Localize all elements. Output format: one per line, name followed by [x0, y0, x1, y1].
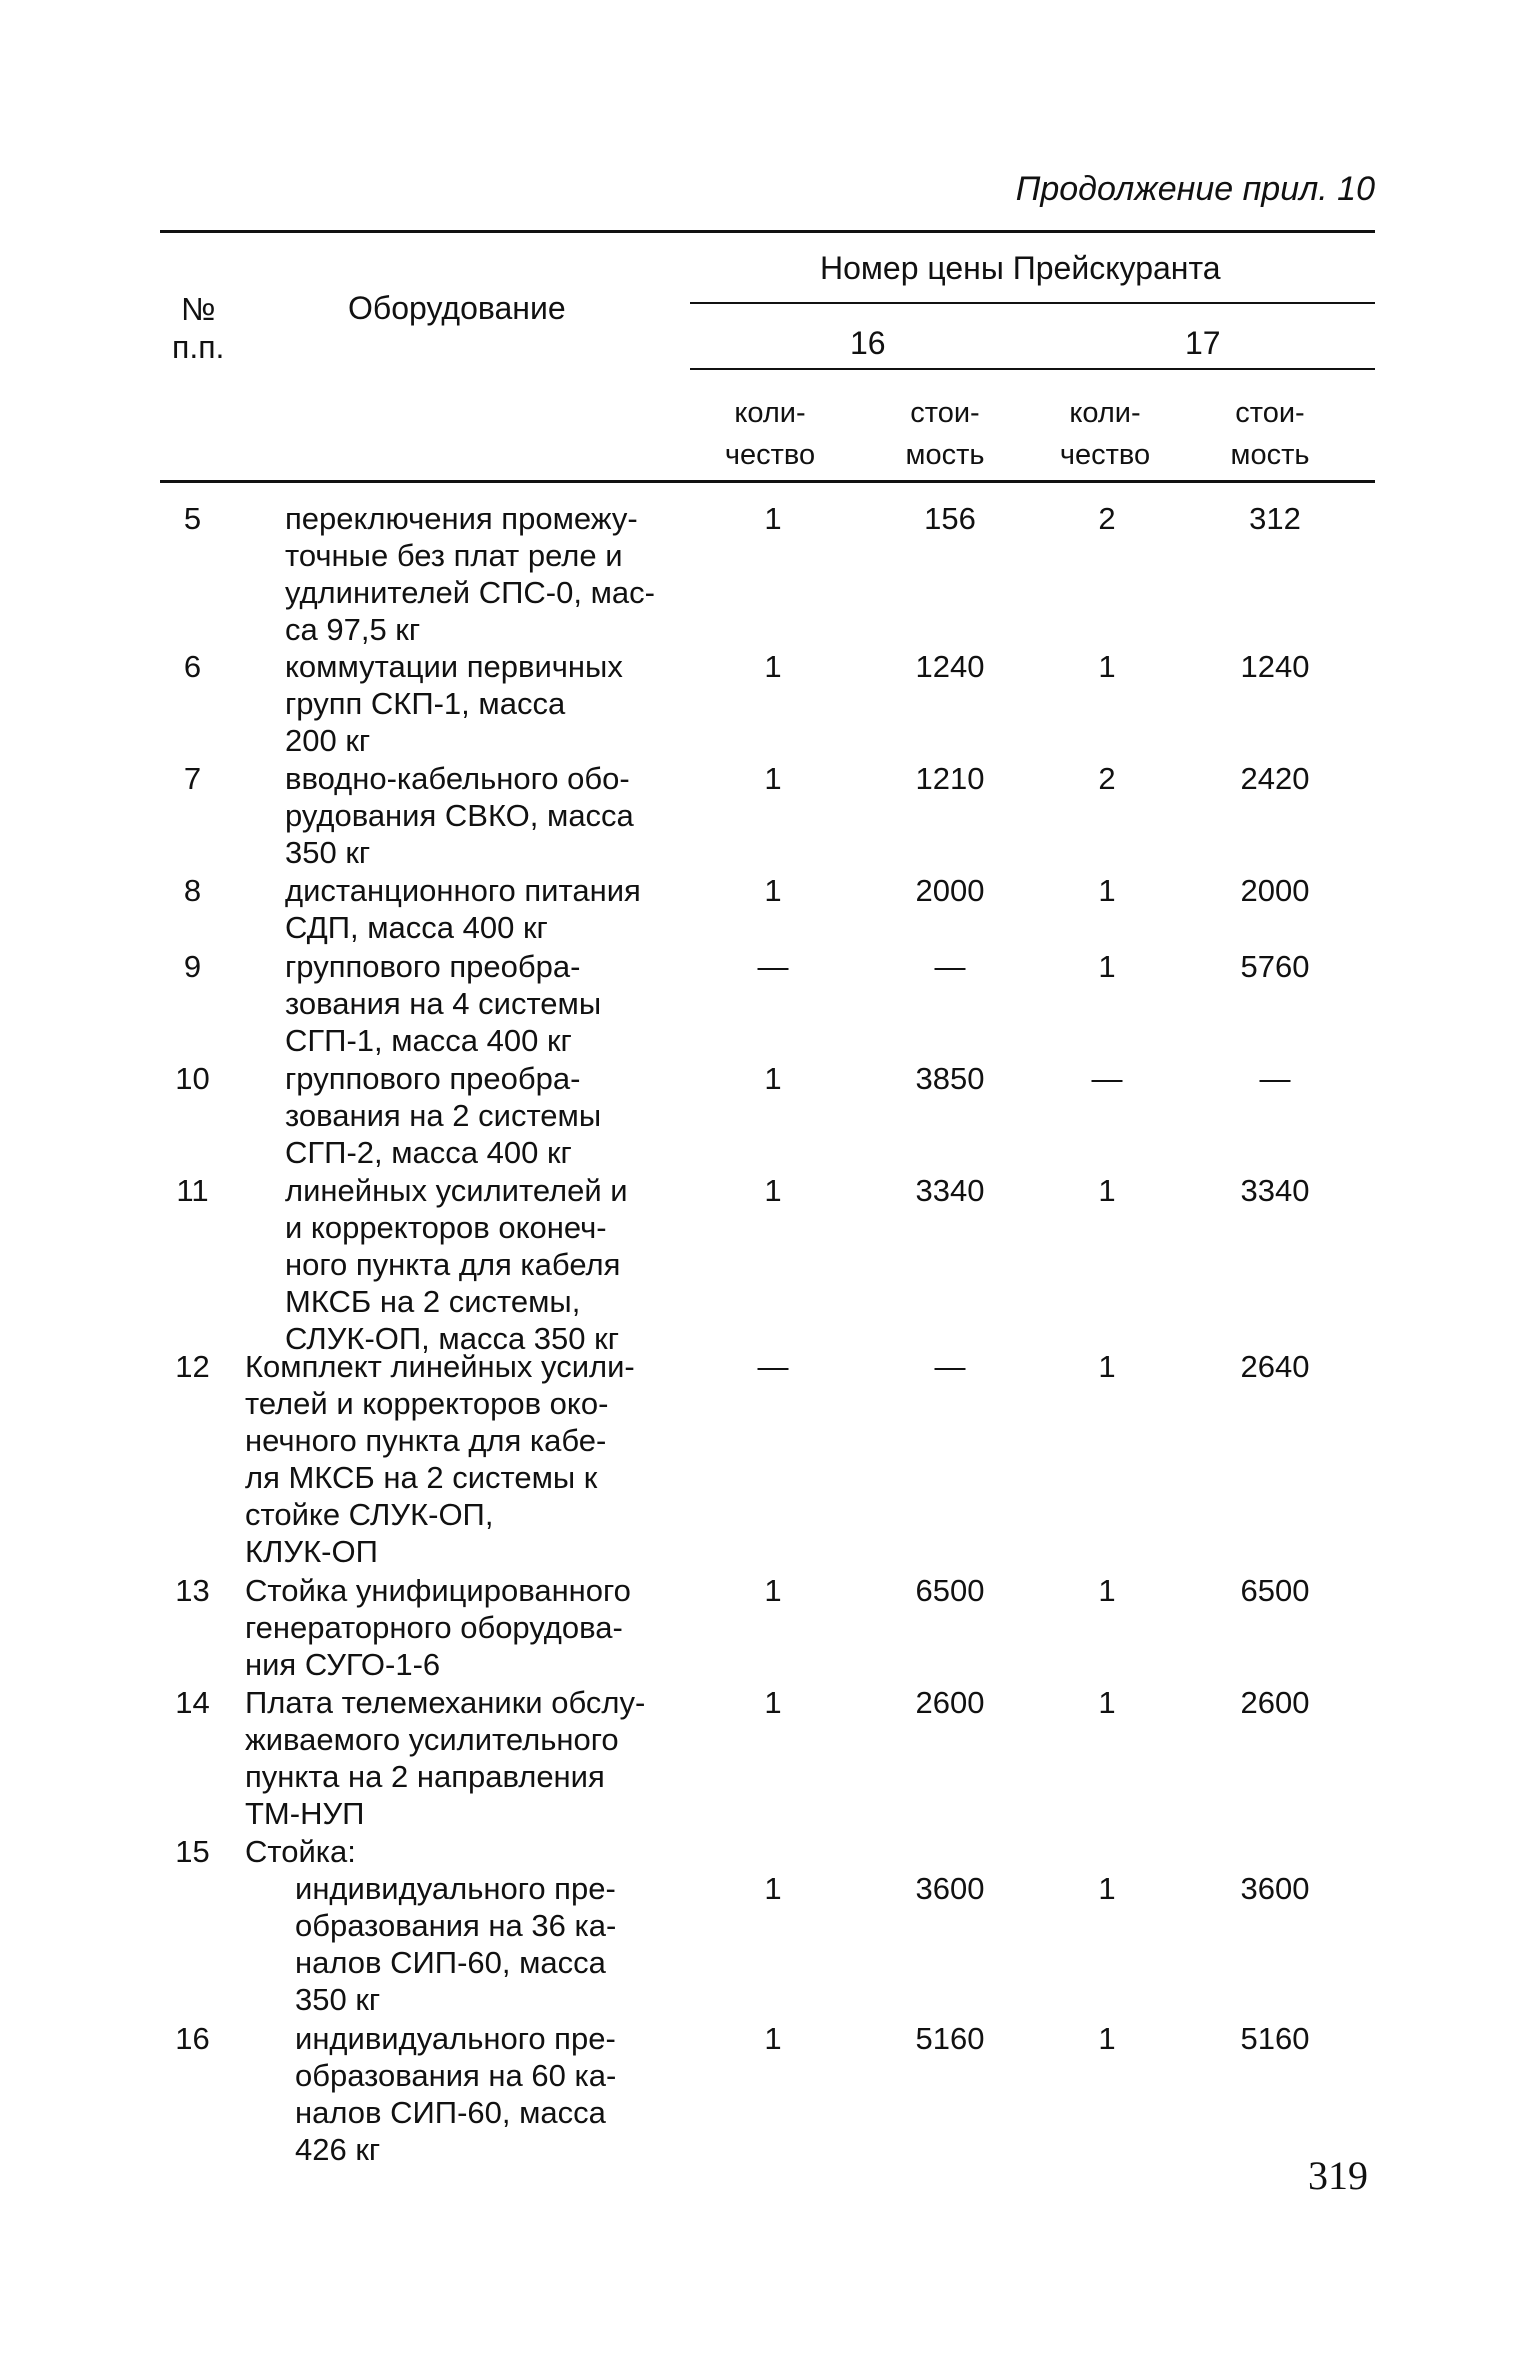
header-qty-17: коли- чество [1059, 397, 1151, 471]
cost-17: 5760 [1240, 949, 1310, 984]
equipment-description: переключения промежу- точные без плат реле и удлинителей СПС-0, мас- са 97,5 кг [285, 501, 655, 647]
quantity-16: 1 [764, 761, 782, 796]
quantity-16: 1 [764, 1871, 782, 1906]
cost-16: 3600 [915, 1871, 985, 1906]
quantity-17: 1 [1098, 873, 1116, 908]
equipment-description: Стойка унифицированного генераторного оборудова- ния СУГО-1-6 [245, 1573, 631, 1682]
page-number: 319 [1308, 2153, 1368, 2198]
row-number: 16 [175, 2021, 210, 2056]
cost-16: 6500 [915, 1573, 985, 1608]
equipment-description: Стойка: [245, 1834, 356, 1869]
header-price-group: Номер цены Прейскуранта [820, 250, 1221, 286]
price-group-rule [690, 302, 1375, 304]
cost-16: 3340 [915, 1173, 985, 1208]
cost-17: 6500 [1240, 1573, 1310, 1608]
cost-17: 312 [1249, 501, 1301, 536]
quantity-17: 1 [1098, 1349, 1116, 1384]
header-equipment-col: Оборудование [348, 290, 566, 326]
equipment-description: линейных усилителей и и корректоров оконеч- ного пункта для кабеля МКСБ на 2 системы, СЛУК-ОП, масса 350 кг [285, 1173, 628, 1356]
quantity-17: 1 [1098, 1871, 1116, 1906]
header-number-col: № п.п. [172, 291, 225, 365]
equipment-description: группового преобра- зования на 2 системы СГП-2, масса 400 кг [285, 1061, 602, 1170]
equipment-description: индивидуального пре- образования на 36 ка- налов СИП-60, масса 350 кг [295, 1871, 617, 2017]
quantity-16: 1 [764, 1173, 782, 1208]
quantity-17: 1 [1098, 949, 1116, 984]
cost-17: 5160 [1240, 2021, 1310, 2056]
cost-17: 2600 [1240, 1685, 1310, 1720]
cost-17: 3600 [1240, 1871, 1310, 1906]
row-number: 7 [183, 761, 202, 796]
continuation-note: Продолжение прил. 10 [1015, 170, 1375, 208]
cost-16: 5160 [915, 2021, 985, 2056]
quantity-17: — [1091, 1061, 1123, 1096]
row-number: 12 [175, 1349, 210, 1384]
equipment-description: Комплект линейных усили- телей и корректоров око- нечного пункта для кабе- ля МКСБ на 2 системы к стойке СЛУК-ОП, КЛУК-ОП [245, 1349, 635, 1569]
header-cost-17: стои- мость [1230, 397, 1310, 471]
equipment-description: индивидуального пре- образования на 60 ка- налов СИП-60, масса 426 кг [295, 2021, 617, 2167]
cost-17: 2640 [1240, 1349, 1310, 1384]
row-number: 9 [183, 949, 202, 984]
cost-16: 3850 [915, 1061, 985, 1096]
row-number: 15 [175, 1834, 210, 1869]
row-number: 13 [175, 1573, 210, 1608]
cost-17: 3340 [1240, 1173, 1310, 1208]
cost-16: — [934, 1349, 966, 1384]
equipment-description: группового преобра- зования на 4 системы СГП-1, масса 400 кг [285, 949, 602, 1058]
quantity-17: 1 [1098, 1573, 1116, 1608]
cost-16: 1240 [915, 649, 985, 684]
quantity-16: 1 [764, 1061, 782, 1096]
quantity-17: 1 [1098, 649, 1116, 684]
row-number: 14 [175, 1685, 210, 1720]
quantity-16: 1 [764, 873, 782, 908]
quantity-16: 1 [764, 649, 782, 684]
equipment-description: дистанционного питания СДП, масса 400 кг [285, 873, 641, 945]
cost-16: 2000 [915, 873, 985, 908]
header-cost-16: стои- мость [905, 397, 985, 471]
header-price-17: 17 [1185, 325, 1221, 361]
cost-17: — [1259, 1061, 1291, 1096]
cost-17: 1240 [1240, 649, 1310, 684]
quantity-16: 1 [764, 501, 782, 536]
cost-17: 2000 [1240, 873, 1310, 908]
cost-16: 1210 [915, 761, 985, 796]
cost-16: 156 [924, 501, 976, 536]
quantity-17: 1 [1098, 1173, 1116, 1208]
equipment-description: вводно-кабельного обо- рудования СВКО, масса 350 кг [285, 761, 634, 870]
quantity-17: 1 [1098, 2021, 1116, 2056]
price-number-rule [690, 368, 1375, 370]
cost-16: 2600 [915, 1685, 985, 1720]
cost-16: — [934, 949, 966, 984]
quantity-16: 1 [764, 1685, 782, 1720]
quantity-16: — [757, 1349, 789, 1384]
row-number: 6 [183, 649, 202, 684]
equipment-description: Плата телемеханики обслу- живаемого усилительного пункта на 2 направления ТМ-НУП [245, 1685, 646, 1831]
row-number: 8 [183, 873, 202, 908]
quantity-17: 2 [1098, 761, 1116, 796]
quantity-17: 1 [1098, 1685, 1116, 1720]
quantity-16: 1 [764, 1573, 782, 1608]
header-price-16: 16 [850, 325, 886, 361]
equipment-description: коммутации первичных групп СКП-1, масса 200 кг [285, 649, 623, 758]
quantity-17: 2 [1098, 501, 1116, 536]
quantity-16: 1 [764, 2021, 782, 2056]
row-number: 11 [176, 1173, 209, 1208]
table-top-rule [160, 230, 1375, 233]
row-number: 10 [175, 1061, 210, 1096]
row-number: 5 [183, 501, 202, 536]
cost-17: 2420 [1240, 761, 1310, 796]
header-qty-16: коли- чество [724, 397, 816, 471]
header-bottom-rule [160, 480, 1375, 483]
quantity-16: — [757, 949, 789, 984]
